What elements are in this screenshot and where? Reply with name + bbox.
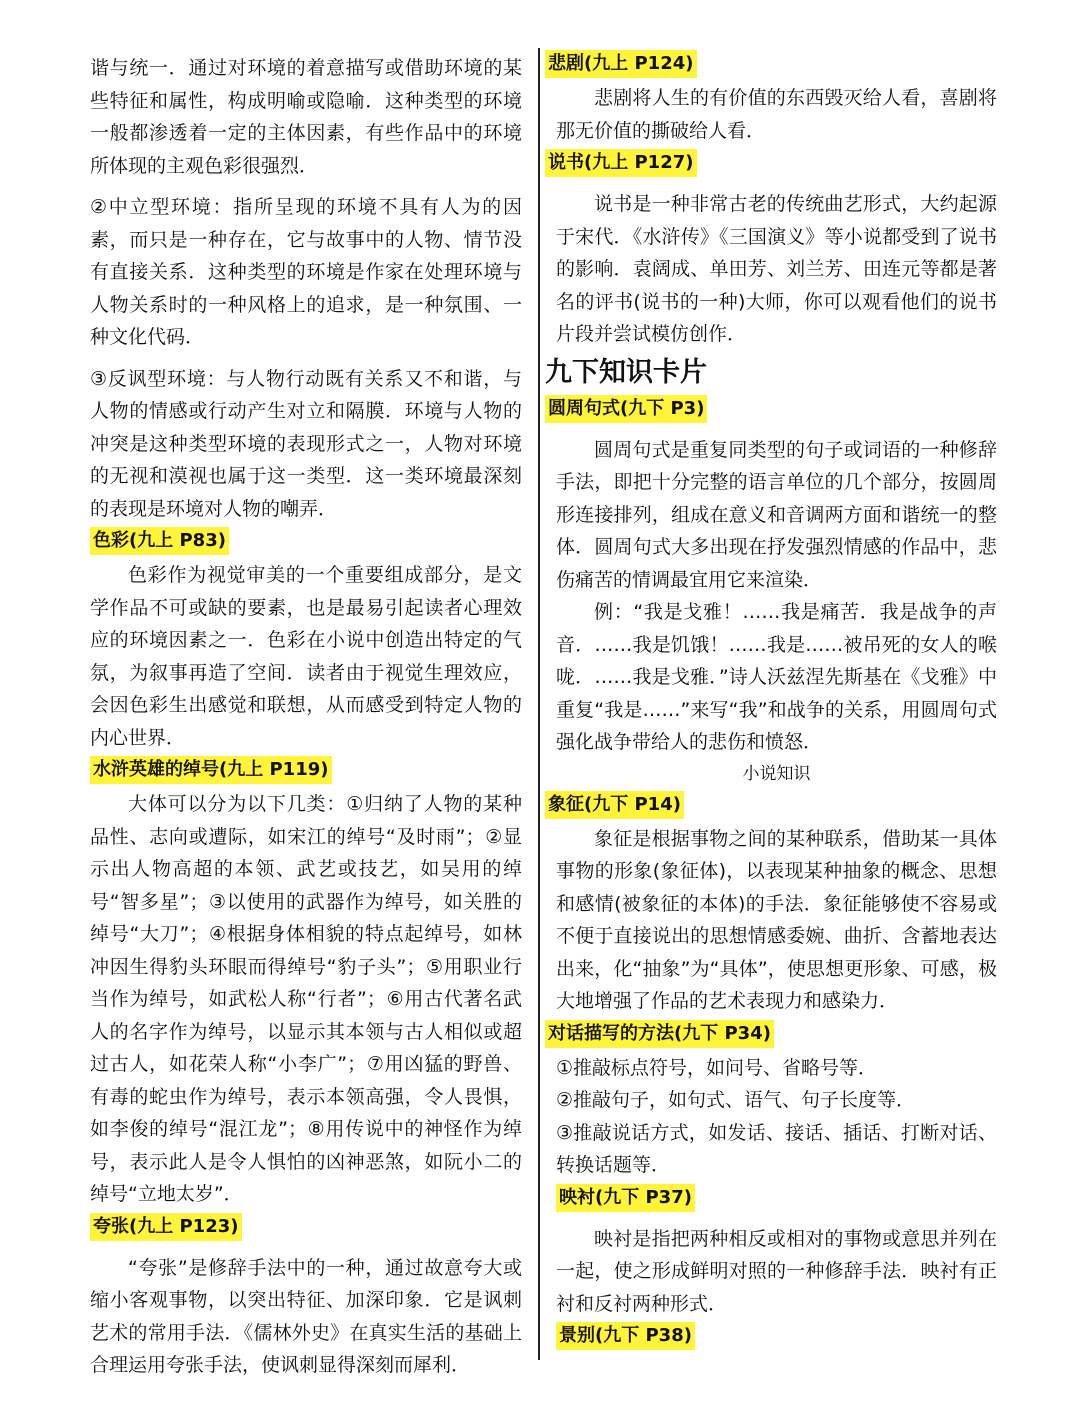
- paragraph-symbol: 象征是根据事物之间的某种联系，借助某一具体事物的形象(象征体)，以表现某种抽象的概念、思想和感情(被象征的本体)的手法．象征能够使不容易或不便于直接说出的思想情感委婉、曲折、含蓄地表达出来，化“抽象”为“具体”，使思想更形象、可感，极大地增强了作品的艺术表现力和感染力．: [556, 827, 997, 1012]
- heading-symbol-wrap: [545, 791, 997, 821]
- paragraph-dialogue-1: ①推敲标点符号，如问号、省略号等．: [556, 1056, 878, 1079]
- heading-storytelling-wrap: [545, 149, 997, 179]
- paragraph-tragedy: 悲剧将人生的有价值的东西毁灭给人看，喜剧将那无价值的撕破给人看．: [556, 87, 997, 142]
- heading-foil-wrap: [545, 1184, 997, 1214]
- heading-exaggeration-wrap: [90, 1213, 522, 1243]
- column-divider: [538, 48, 540, 1360]
- heading-color: 色彩(九上 P83): [90, 527, 229, 555]
- section-title: 九下知识卡片: [545, 356, 707, 388]
- heading-foil: 映衬(九下 P37): [556, 1184, 695, 1212]
- paragraph-example: 例：“我是戈雅！……我是痛苦．我是战争的声音．……我是饥饿！……我是……被吊死的女人的喉咙．……我是戈雅．”诗人沃兹涅先斯基在《戈雅》中重复“我是……”来写“我”和战争的关系，用圆周句式强化战争带给人的悲伤和愤怒．: [556, 601, 997, 753]
- paragraph-periodic: 圆周句式是重复同类型的句子或词语的一种修辞手法，即把十分完整的语言单位的几个部分，按圆周形连接排列，组成在意义和音调两方面和谐统一的整体．圆周句式大多出现在抒发强烈情感的作品中，悲伤痛苦的情调最宜用它来渲染．: [556, 438, 997, 591]
- paragraph-environment-2: ②中立型环境：指所呈现的环境不具有人为的因素，而只是一种存在，它与故事中的人物、情节没有直接关系．这种类型的环境是作家在处理环境与人物关系时的一种风格上的追求，是一种氛围、一种文化代码．: [90, 196, 522, 348]
- heading-nickname: 水浒英雄的绰号(九上 P119): [90, 756, 332, 784]
- heading-symbol: 象征(九下 P14): [545, 791, 684, 819]
- heading-scene: 景别(九下 P38): [556, 1322, 695, 1350]
- heading-periodic: 圆周句式(九下 P3): [545, 395, 707, 423]
- heading-storytelling: 说书(九上 P127): [545, 149, 697, 177]
- heading-tragedy: 悲剧(九上 P124): [545, 50, 697, 78]
- paragraph-dialogue-3: ③推敲说话方式，如发话、接话、插话、打断对话、转换话题等．: [556, 1121, 997, 1176]
- right-column: [545, 48, 997, 1354]
- paragraph-exaggeration: “夸张”是修辞手法中的一种，通过故意夸大或缩小客观事物，以突出特征、加深印象．它是讽刺艺术的常用手法．《儒林外史》在真实生活的基础上合理运用夸张手法，使讽刺显得深刻而犀利．: [90, 1256, 522, 1376]
- paragraph-color: 色彩作为视觉审美的一个重要组成部分，是文学作品不可或缺的要素，也是最易引起读者心理效应的环境因素之一．色彩在小说中创造出特定的气氛，为叙事再造了空间．读者由于视觉生理效应，会因色彩生出感觉和联想，从而感受到特定人物的内心世界．: [90, 564, 522, 749]
- heading-scene-wrap: [545, 1322, 997, 1352]
- subsection-title: 小说知识: [742, 763, 811, 784]
- paragraph-dialogue-2: ②推敲句子，如句式、语气、句子长度等．: [556, 1089, 916, 1111]
- paragraph-environment-1: 谐与统一．通过对环境的着意描写或借助环境的某些特征和属性，构成明喻或隐喻．这种类型的环境一般都渗透着一定的主体因素，有些作品中的环境所体现的主观色彩很强烈．: [90, 57, 522, 177]
- paragraph-storytelling: 说书是一种非常古老的传统曲艺形式，大约起源于宋代．《水浒传》《三国演义》等小说都受到了说书的影响．袁阔成、单田芳、刘兰芳、田连元等都是著名的评书(说书的一种)大师，你可以观看他们的说书片段并尝试模仿创作．: [556, 193, 997, 345]
- heading-dialogue: 对话描写的方法(九下 P34): [545, 1020, 774, 1048]
- paragraph-foil: 映衬是指把两种相反或相对的事物或意思并列在一起，使之形成鲜明对照的一种修辞手法．映衬有正衬和反衬两种形式．: [556, 1227, 997, 1315]
- heading-periodic-wrap: [545, 395, 997, 425]
- left-column: [90, 52, 522, 1382]
- heading-exaggeration: 夸张(九上 P123): [90, 1213, 242, 1241]
- heading-dialogue-wrap: [545, 1020, 997, 1050]
- paragraph-environment-3: ③反讽型环境：与人物行动既有关系又不和谐，与人物的情感或行动产生对立和隔膜．环境与人物的冲突是这种类型环境的表现形式之一，人物对环境的无视和漠视也属于这一类型．这一类环境最深刻的表现是环境对人物的嘲弄．: [90, 367, 522, 520]
- paragraph-nickname: 大体可以分为以下几类：①归纳了人物的某种品性、志向或遭际，如宋江的绰号“及时雨”；②显示出人物高超的本领、武艺或技艺，如吴用的绰号“智多星”；③以使用的武器作为绰号，如关胜的绰号“大刀”；④根据身体相貌的特点起绰号，如林冲因生得豹头环眼而得绰号“豹子头”；⑤用职业行当作为绰号，如武松人称“行者”；⑥用古代著名武人的名字作为绰号，以显示其本领与古人相似或超过古人，如花荣人称“小李广”；⑦用凶猛的野兽、有毒的蛇虫作为绰号，表示本领高强，令人畏惧，如李俊的绰号“混江龙”；⑧用传说中的神怪作为绰号，表示此人是令人惧怕的凶神恶煞，如阮小二的绰号“立地太岁”．: [90, 793, 522, 1205]
- heading-color-wrap: [90, 527, 522, 557]
- heading-tragedy-wrap: [545, 50, 997, 80]
- heading-nickname-wrap: [90, 756, 522, 786]
